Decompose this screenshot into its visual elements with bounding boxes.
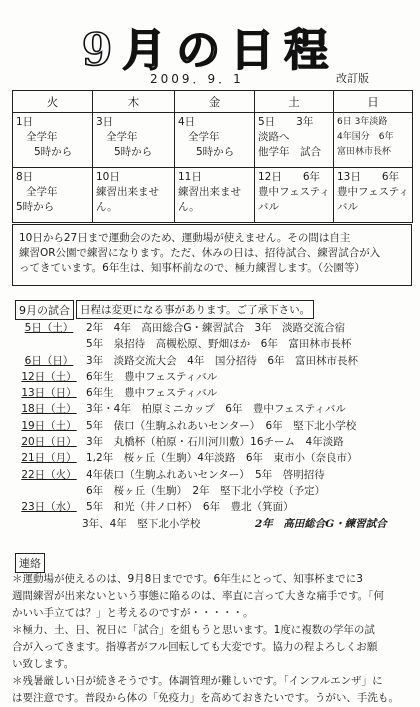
- cell-line: 練習出来ませ: [96, 186, 159, 198]
- matches-disclaimer: 日程は変更になる事があります。ご了承下さい。: [76, 300, 314, 319]
- notice-line: ってきています。6年生は、知事杯前なので、極力練習します。（公園等）: [19, 262, 366, 274]
- page-title: 9月の日程: [81, 25, 339, 76]
- weekday-sun: 日: [334, 91, 413, 113]
- matches-heading: 9月の試合: [15, 300, 74, 320]
- match-row: [20, 336, 410, 352]
- cell-line: 4年国分 6年: [337, 132, 394, 142]
- cell-line: 5時から: [16, 201, 55, 213]
- cell-line: 全学年: [26, 131, 58, 143]
- calendar-week-2: [13, 168, 413, 223]
- match-text: 3年・4年 柏原ミニカップ 6年 豊中フェスティバル: [86, 403, 346, 416]
- cell-day: 5日 3年: [258, 116, 314, 128]
- match-row: [20, 467, 410, 483]
- notice-line: 練習OR公園で練習になります。ただ、休みの日は、招待試合、練習試合が入: [19, 247, 381, 259]
- cell-day: 6日 3年淡路: [337, 117, 388, 127]
- cell-day: 13日 6年: [337, 171, 400, 183]
- match-text: 1,2年 桜ヶ丘（生駒）4年淡路 6年 東市小（奈良市）: [86, 452, 358, 465]
- calendar-cell: [13, 168, 93, 223]
- contact-line: かいい手立ては？」と考えるのですが・・・・・。: [12, 607, 254, 619]
- match-list: [20, 320, 410, 532]
- calendar-cell: [334, 113, 413, 168]
- contact-line: ＊極力、土、日、祝日に「試合」を組もうと思います。1度に複数の学年の試: [12, 624, 375, 636]
- cell-day: 8日: [16, 171, 34, 183]
- match-date: 6日（日）: [24, 354, 74, 367]
- notice-line: 10日から27日まで運動会のため、運動場が使えません。その間は自主: [19, 232, 351, 244]
- cell-day: 11日: [178, 171, 202, 183]
- match-date: 20日（日）: [21, 436, 77, 449]
- match-row: [20, 450, 410, 466]
- cell-line: 全学年: [188, 131, 220, 143]
- calendar-cell: [255, 113, 334, 168]
- match-text: 5年 俵口（生駒ふれあいセンター） 6年 堅下北小学校: [86, 419, 357, 432]
- match-row: [20, 483, 410, 499]
- match-date: 5日（土）: [24, 322, 74, 334]
- calendar-cell: [255, 168, 334, 223]
- match-text: 2年 4年 高田総合G・練習試合 3年 淡路交流合宿: [86, 322, 346, 334]
- contact-line: 週間練習が出来ないという事態に陥るのは、率直に言って大きな痛手です。「何: [12, 590, 384, 602]
- schedule-calendar: [12, 90, 413, 223]
- cell-line: ん。: [178, 201, 200, 213]
- cell-day: 1日: [16, 116, 34, 128]
- match-text: 3年 丸橋杯（柏原・石川河川敷）16チーム 4年淡路: [86, 436, 344, 449]
- cell-line: 富田林市長杯: [337, 147, 392, 157]
- calendar-week-1: [13, 113, 413, 168]
- match-row: [20, 353, 410, 369]
- contact-line: ＊残暑厳しい日が続きそうです。体調管理が難しいです。「インフルエンザ」に: [12, 675, 383, 687]
- handwritten-note: 2年 高田総合G・練習試合: [255, 517, 387, 530]
- cell-line: 全学年: [26, 186, 58, 198]
- contact-line: い致します。: [12, 658, 75, 670]
- cell-line: 5時から: [196, 146, 235, 158]
- cell-day: 3日: [96, 116, 114, 128]
- cell-line: 5時から: [114, 146, 153, 158]
- match-date: 19日（土）: [21, 419, 77, 432]
- cell-line: バル: [258, 201, 279, 213]
- match-text: 5年 和光（井ノ口杯） 6年 豊北（箕面）: [86, 501, 294, 514]
- cell-line: 練習出来ませ: [178, 186, 241, 198]
- match-row: [20, 320, 410, 336]
- cell-line: バル: [337, 201, 358, 213]
- match-row: [20, 516, 410, 532]
- revision-label: 改訂版: [336, 72, 369, 85]
- match-text: 6年 桜ヶ丘（生駒） 2年 堅下北小学校（予定）: [86, 484, 326, 497]
- calendar-cell: [175, 113, 255, 168]
- cell-day: 12日 6年: [258, 171, 321, 183]
- calendar-cell: [93, 168, 175, 223]
- weekday-tue: 火: [13, 91, 93, 113]
- cell-line: 淡路へ: [258, 131, 290, 143]
- contact-line: ＊運動場が使えるのは、9月8日までです。6年生にとって、知事杯までに3: [12, 573, 363, 585]
- calendar-cell: [334, 168, 413, 223]
- cell-line: 5時から: [34, 146, 73, 158]
- match-date: 13日（日）: [21, 387, 77, 400]
- match-text: 6年生 豊中フェスティバル: [86, 370, 218, 383]
- weekday-header-row: [13, 91, 413, 113]
- match-date: 23日（水）: [21, 501, 77, 514]
- contact-notes: [12, 571, 416, 707]
- match-row: [20, 499, 410, 515]
- calendar-cell: [93, 113, 175, 168]
- cell-day: 4日: [178, 116, 196, 128]
- cell-line: ん。: [96, 201, 118, 213]
- match-date: 21日（月）: [21, 452, 77, 465]
- match-row: [20, 385, 410, 401]
- match-text: 3年 淡路交流大会 4年 国分招待 6年 富田林市長杯: [86, 354, 359, 367]
- weekday-thu: 木: [93, 91, 175, 113]
- contact-heading: 連絡: [15, 553, 45, 573]
- calendar-cell: [13, 113, 93, 168]
- calendar-cell: [175, 168, 255, 223]
- match-row: [20, 401, 410, 417]
- match-text: 6年生 豊中フェスティバル: [86, 387, 218, 400]
- cell-day: 10日: [96, 171, 120, 183]
- match-date: 12日（土）: [21, 370, 77, 383]
- match-text: 3年、4年 堅下北小学校: [82, 517, 201, 530]
- cell-line: 豊中フェスティ: [258, 186, 330, 198]
- weekday-fri: 金: [175, 91, 255, 113]
- match-text: 4年俵口（生駒ふれあいセンター） 5年 啓明招待: [86, 468, 325, 481]
- match-date: 22日（火）: [21, 468, 77, 481]
- contact-line: は要注意です。普段から体の「免疫力」を高めておきたいです。うがい、手洗も。: [12, 692, 399, 704]
- contact-line: 合が入ってきます。指導者がフル回転しても大変です。協力の程よろしくお願: [12, 641, 378, 653]
- cell-line: 全学年: [106, 131, 138, 143]
- notice-box: [12, 224, 412, 286]
- weekday-sat: 土: [255, 91, 334, 113]
- match-text: 5年 泉招待 高槻松原、野畑ほか 6年 富田林市長杯: [86, 338, 352, 351]
- cell-line: 豊中フェスティ: [337, 186, 409, 198]
- match-date: 18日（土）: [21, 403, 77, 416]
- match-row: [20, 369, 410, 385]
- match-row: [20, 434, 410, 450]
- match-row: [20, 418, 410, 434]
- cell-line: 他学年 試合: [258, 146, 321, 158]
- issue-date: 2009．9．1: [150, 72, 244, 86]
